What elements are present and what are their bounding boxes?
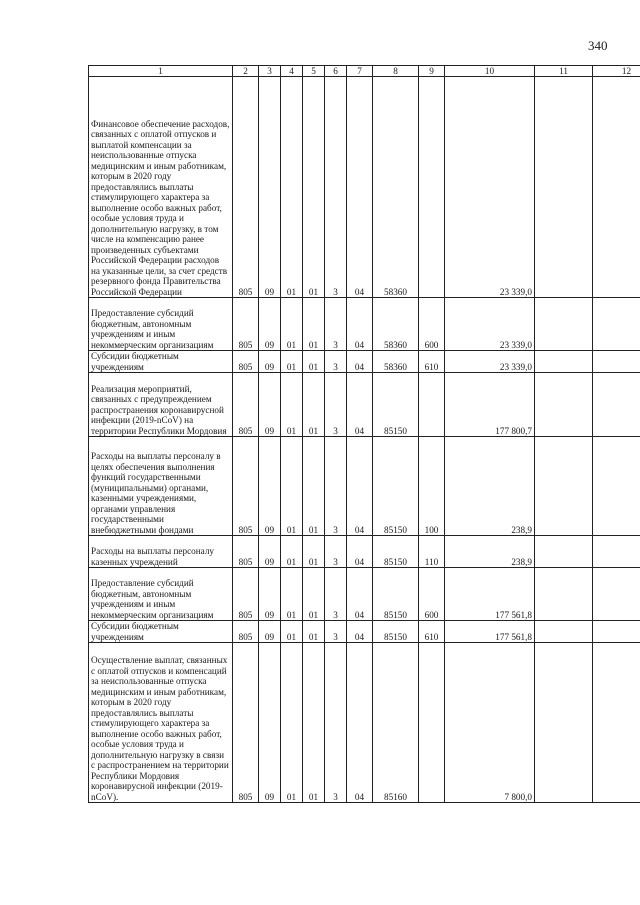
cell-c6: 3: [325, 643, 347, 803]
cell-c4: 01: [281, 621, 303, 643]
cell-c12: [593, 437, 640, 536]
cell-c5: 01: [303, 568, 325, 621]
cell-c6: 3: [325, 568, 347, 621]
cell-c9: 600: [419, 298, 445, 351]
cell-c2: 805: [233, 621, 259, 643]
cell-c2: 805: [233, 437, 259, 536]
cell-c2: 805: [233, 373, 259, 437]
cell-c5: 01: [303, 437, 325, 536]
cell-c11: [535, 568, 593, 621]
cell-c8: 85150: [373, 568, 419, 621]
cell-c7: 04: [347, 298, 373, 351]
cell-c6: 3: [325, 351, 347, 373]
cell-c10: 7 800,0: [445, 643, 535, 803]
cell-c11: [535, 621, 593, 643]
cell-c5: 01: [303, 621, 325, 643]
cell-c6: 3: [325, 437, 347, 536]
cell-c8: 85160: [373, 643, 419, 803]
cell-c11: [535, 77, 593, 298]
cell-c11: [535, 351, 593, 373]
cell-c9: 110: [419, 536, 445, 568]
cell-c6: 3: [325, 298, 347, 351]
cell-c3: 09: [259, 621, 281, 643]
col-header: 1: [89, 66, 233, 77]
cell-c10: 177 561,8: [445, 568, 535, 621]
cell-c10: 177 800,7: [445, 373, 535, 437]
cell-c2: 805: [233, 351, 259, 373]
cell-c12: [593, 621, 640, 643]
cell-c3: 09: [259, 437, 281, 536]
cell-c7: 04: [347, 536, 373, 568]
page-number: 340: [588, 38, 608, 53]
table-row: [89, 77, 640, 298]
cell-c8: 58360: [373, 298, 419, 351]
cell-c10: 23 339,0: [445, 351, 535, 373]
col-header: 12: [593, 66, 640, 77]
cell-c7: 04: [347, 568, 373, 621]
col-header: 11: [535, 66, 593, 77]
row-name: Предоставление субсидий бюджетным, автономным учреждениям и иным некоммерческим организациям: [89, 298, 233, 351]
row-name: Осуществление выплат, связанных с оплатой отпусков и компенсаций за неиспользованные отпуска медицинским и иным работникам, которым в 2020 году предоставлялись выплаты стимулирующего характера за выполнение особо важных работ, особые условия труда и дополнительную нагрузку в связи с распространением на территории Республики Мордовия коронавирусной инфекции (2019-nCoV).: [89, 643, 233, 803]
cell-c7: 04: [347, 621, 373, 643]
cell-c5: 01: [303, 77, 325, 298]
cell-c9: [419, 373, 445, 437]
cell-c8: 85150: [373, 536, 419, 568]
cell-c3: 09: [259, 298, 281, 351]
table-row: [89, 351, 640, 373]
col-header: 3: [259, 66, 281, 77]
cell-c12: [593, 77, 640, 298]
col-header: 6: [325, 66, 347, 77]
cell-c10: 23 339,0: [445, 298, 535, 351]
cell-c4: 01: [281, 643, 303, 803]
cell-c10: 23 339,0: [445, 77, 535, 298]
cell-c12: [593, 643, 640, 803]
cell-c5: 01: [303, 298, 325, 351]
cell-c6: 3: [325, 373, 347, 437]
cell-c12: [593, 373, 640, 437]
cell-c4: 01: [281, 351, 303, 373]
cell-c9: 610: [419, 351, 445, 373]
col-header: 7: [347, 66, 373, 77]
cell-c8: 85150: [373, 437, 419, 536]
cell-c8: 85150: [373, 373, 419, 437]
table-row: [89, 643, 640, 803]
cell-c6: 3: [325, 536, 347, 568]
cell-c7: 04: [347, 351, 373, 373]
cell-c11: [535, 373, 593, 437]
col-header: 9: [419, 66, 445, 77]
cell-c9: 610: [419, 621, 445, 643]
cell-c4: 01: [281, 437, 303, 536]
header-row: [89, 66, 640, 77]
cell-c9: [419, 77, 445, 298]
cell-c5: 01: [303, 643, 325, 803]
col-header: 2: [233, 66, 259, 77]
table-row: [89, 568, 640, 621]
row-name: Субсидии бюджетным учреждениям: [89, 351, 233, 373]
cell-c5: 01: [303, 536, 325, 568]
cell-c12: [593, 298, 640, 351]
cell-c3: 09: [259, 351, 281, 373]
cell-c11: [535, 643, 593, 803]
cell-c7: 04: [347, 77, 373, 298]
row-name: Предоставление субсидий бюджетным, автономным учреждениям и иным некоммерческим организациям: [89, 568, 233, 621]
row-name: Субсидии бюджетным учреждениям: [89, 621, 233, 643]
cell-c3: 09: [259, 373, 281, 437]
row-name: Реализация мероприятий, связанных с предупреждением распространения коронавирусной инфекции (2019-nCoV) на территории Республики Мордовия: [89, 373, 233, 437]
cell-c2: 805: [233, 643, 259, 803]
cell-c10: 238,9: [445, 536, 535, 568]
budget-table: [88, 65, 640, 803]
cell-c2: 805: [233, 298, 259, 351]
cell-c10: 238,9: [445, 437, 535, 536]
row-name: Расходы на выплаты персоналу казенных учреждений: [89, 536, 233, 568]
col-header: 4: [281, 66, 303, 77]
cell-c7: 04: [347, 373, 373, 437]
cell-c6: 3: [325, 621, 347, 643]
cell-c2: 805: [233, 536, 259, 568]
table-row: [89, 536, 640, 568]
table-row: [89, 437, 640, 536]
cell-c9: [419, 643, 445, 803]
cell-c11: [535, 298, 593, 351]
cell-c4: 01: [281, 373, 303, 437]
cell-c12: [593, 351, 640, 373]
cell-c2: 805: [233, 568, 259, 621]
cell-c8: 85150: [373, 621, 419, 643]
col-header: 5: [303, 66, 325, 77]
cell-c7: 04: [347, 643, 373, 803]
row-name: Расходы на выплаты персоналу в целях обеспечения выполнения функций государственными (муниципальными) органами, казенными учреждениями, органами управления государственными внебюджетными фондами: [89, 437, 233, 536]
cell-c3: 09: [259, 568, 281, 621]
cell-c12: [593, 568, 640, 621]
cell-c2: 805: [233, 77, 259, 298]
table-row: [89, 621, 640, 643]
col-header: 10: [445, 66, 535, 77]
cell-c5: 01: [303, 351, 325, 373]
cell-c10: 177 561,8: [445, 621, 535, 643]
cell-c4: 01: [281, 536, 303, 568]
cell-c4: 01: [281, 298, 303, 351]
cell-c4: 01: [281, 568, 303, 621]
cell-c6: 3: [325, 77, 347, 298]
cell-c9: 100: [419, 437, 445, 536]
cell-c8: 58360: [373, 351, 419, 373]
cell-c3: 09: [259, 536, 281, 568]
cell-c11: [535, 536, 593, 568]
cell-c12: [593, 536, 640, 568]
cell-c8: 58360: [373, 77, 419, 298]
cell-c9: 600: [419, 568, 445, 621]
cell-c3: 09: [259, 643, 281, 803]
cell-c7: 04: [347, 437, 373, 536]
cell-c11: [535, 437, 593, 536]
row-name: Финансовое обеспечение расходов, связанных с оплатой отпусков и выплатой компенсации за неиспользованные отпуска медицинским и иным работникам, которым в 2020 году предоставлялись выплаты стимулирующего характера за выполнение особо важных работ, особые условия труда и дополнительную нагрузку, в том числе на компенсацию ранее произведенных субъектами Российской Федерации расходов на указанные цели, за счет средств резервного фонда Правительства Российской Федерации: [89, 77, 233, 298]
table-row: [89, 298, 640, 351]
col-header: 8: [373, 66, 419, 77]
cell-c4: 01: [281, 77, 303, 298]
table-row: [89, 373, 640, 437]
cell-c5: 01: [303, 373, 325, 437]
cell-c3: 09: [259, 77, 281, 298]
